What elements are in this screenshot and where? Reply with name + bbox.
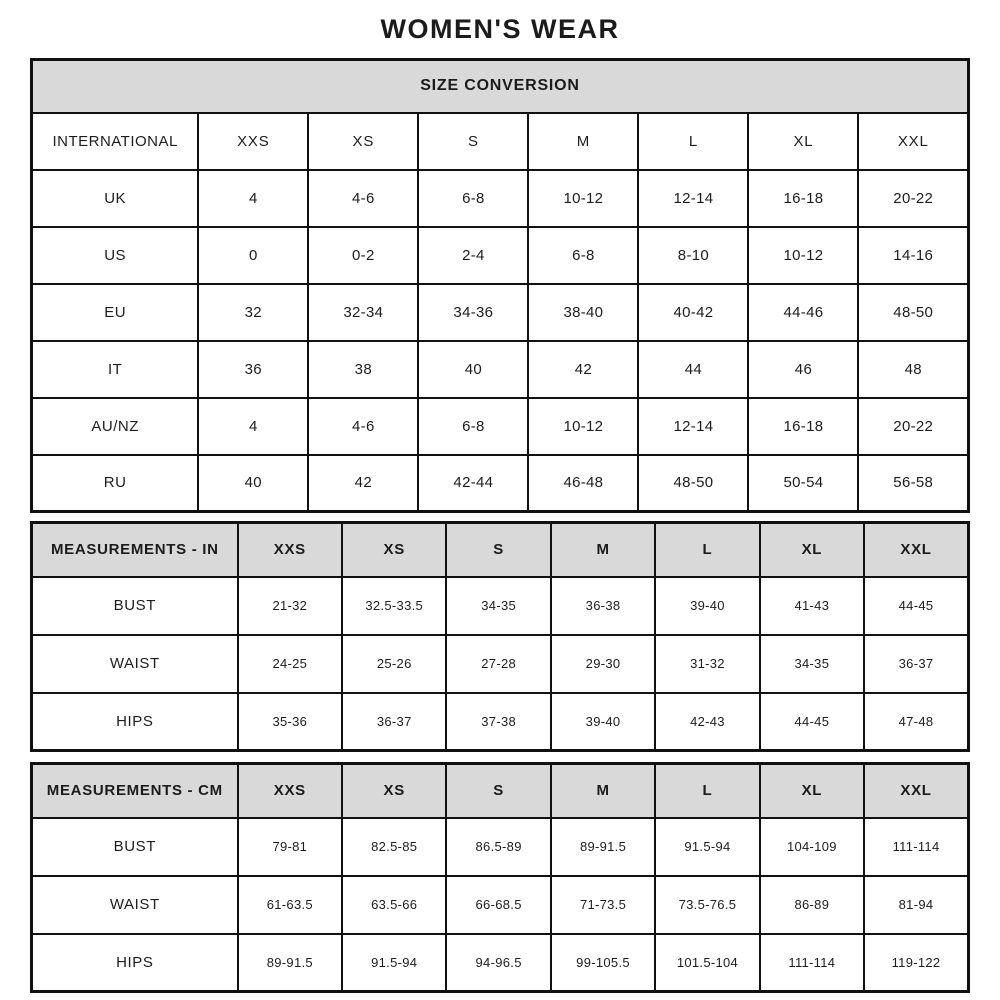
value-cell: 8-10 [638, 227, 748, 284]
size-header-cell: XL [748, 113, 858, 170]
row-label-cell: WAIST [32, 635, 238, 693]
value-cell: 71-73.5 [551, 876, 655, 934]
value-cell: 24-25 [238, 635, 342, 693]
size-header-cell: S [418, 113, 528, 170]
value-cell: 32 [198, 284, 308, 341]
size-header-cell: XL [760, 764, 864, 818]
value-cell: 10-12 [528, 170, 638, 227]
value-cell: 91.5-94 [342, 934, 446, 992]
value-cell: 10-12 [748, 227, 858, 284]
value-cell: 86.5-89 [446, 818, 550, 876]
size-header-cell: L [655, 764, 759, 818]
value-cell: 89-91.5 [551, 818, 655, 876]
page-title: WOMEN'S WEAR [380, 14, 620, 44]
size-header-cell: L [655, 523, 759, 577]
value-cell: 91.5-94 [655, 818, 759, 876]
row-label-cell: WAIST [32, 876, 238, 934]
size-conversion-table [30, 58, 970, 513]
row-label-cell: HIPS [32, 934, 238, 992]
value-cell: 46 [748, 341, 858, 398]
size-header-cell: XXL [864, 764, 968, 818]
table-row [32, 398, 969, 455]
value-cell: 4 [198, 398, 308, 455]
value-cell: 111-114 [760, 934, 864, 992]
value-cell: 94-96.5 [446, 934, 550, 992]
value-cell: 0-2 [308, 227, 418, 284]
table-header-row [32, 523, 969, 577]
value-cell: 40 [198, 455, 308, 512]
value-cell: 42-43 [655, 693, 759, 751]
table-row [32, 635, 969, 693]
value-cell: 40 [418, 341, 528, 398]
value-cell: 50-54 [748, 455, 858, 512]
value-cell: 38-40 [528, 284, 638, 341]
value-cell: 44-46 [748, 284, 858, 341]
row-label-cell: US [32, 227, 199, 284]
size-header-cell: S [446, 764, 550, 818]
row-label-cell: EU [32, 284, 199, 341]
table-row [32, 577, 969, 635]
value-cell: 38 [308, 341, 418, 398]
table-row [32, 818, 969, 876]
value-cell: 48-50 [858, 284, 968, 341]
table-banner: SIZE CONVERSION [32, 60, 969, 113]
value-cell: 86-89 [760, 876, 864, 934]
value-cell: 99-105.5 [551, 934, 655, 992]
value-cell: 25-26 [342, 635, 446, 693]
table-row [32, 693, 969, 751]
value-cell: 32-34 [308, 284, 418, 341]
size-header-cell: XS [342, 764, 446, 818]
value-cell: 101.5-104 [655, 934, 759, 992]
value-cell: 48 [858, 341, 968, 398]
row-label-cell: HIPS [32, 693, 238, 751]
size-header-cell: M [528, 113, 638, 170]
value-cell: 36 [198, 341, 308, 398]
value-cell: 82.5-85 [342, 818, 446, 876]
value-cell: 47-48 [864, 693, 968, 751]
value-cell: 56-58 [858, 455, 968, 512]
table-header-cell: MEASUREMENTS - IN [32, 523, 238, 577]
value-cell: 81-94 [864, 876, 968, 934]
row-label-cell: BUST [32, 818, 238, 876]
value-cell: 36-37 [342, 693, 446, 751]
size-header-cell: XS [308, 113, 418, 170]
value-cell: 4-6 [308, 398, 418, 455]
value-cell: 4-6 [308, 170, 418, 227]
value-cell: 2-4 [418, 227, 528, 284]
value-cell: 34-35 [760, 635, 864, 693]
value-cell: 35-36 [238, 693, 342, 751]
value-cell: 39-40 [551, 693, 655, 751]
value-cell: 0 [198, 227, 308, 284]
size-header-cell: S [446, 523, 550, 577]
value-cell: 73.5-76.5 [655, 876, 759, 934]
value-cell: 16-18 [748, 170, 858, 227]
value-cell: 16-18 [748, 398, 858, 455]
value-cell: 12-14 [638, 170, 748, 227]
value-cell: 44-45 [864, 577, 968, 635]
table-row [32, 284, 969, 341]
value-cell: 41-43 [760, 577, 864, 635]
size-header-cell: XS [342, 523, 446, 577]
table-row [32, 341, 969, 398]
size-header-cell: XXL [858, 113, 968, 170]
size-header-cell: XXL [864, 523, 968, 577]
value-cell: 12-14 [638, 398, 748, 455]
value-cell: 44 [638, 341, 748, 398]
value-cell: 89-91.5 [238, 934, 342, 992]
value-cell: 61-63.5 [238, 876, 342, 934]
size-header-row [32, 113, 969, 170]
value-cell: 20-22 [858, 170, 968, 227]
table-row [32, 170, 969, 227]
value-cell: 36-38 [551, 577, 655, 635]
value-cell: 4 [198, 170, 308, 227]
value-cell: 79-81 [238, 818, 342, 876]
value-cell: 31-32 [655, 635, 759, 693]
value-cell: 20-22 [858, 398, 968, 455]
value-cell: 6-8 [418, 170, 528, 227]
table-row [32, 455, 969, 512]
value-cell: 10-12 [528, 398, 638, 455]
size-header-cell: XXS [198, 113, 308, 170]
value-cell: 37-38 [446, 693, 550, 751]
value-cell: 34-36 [418, 284, 528, 341]
value-cell: 14-16 [858, 227, 968, 284]
row-label-cell: UK [32, 170, 199, 227]
size-header-cell: XL [760, 523, 864, 577]
value-cell: 39-40 [655, 577, 759, 635]
size-header-cell: XXS [238, 764, 342, 818]
size-header-cell: M [551, 523, 655, 577]
value-cell: 46-48 [528, 455, 638, 512]
size-header-cell: L [638, 113, 748, 170]
value-cell: 63.5-66 [342, 876, 446, 934]
table-row [32, 876, 969, 934]
size-conversion-body [32, 60, 969, 512]
row-label-cell: RU [32, 455, 199, 512]
table-row [32, 227, 969, 284]
row-label-cell: AU/NZ [32, 398, 199, 455]
measurements-cm-table [30, 762, 970, 993]
value-cell: 32.5-33.5 [342, 577, 446, 635]
value-cell: 42 [528, 341, 638, 398]
value-cell: 111-114 [864, 818, 968, 876]
first-col-header-cell: INTERNATIONAL [32, 113, 199, 170]
value-cell: 6-8 [418, 398, 528, 455]
value-cell: 66-68.5 [446, 876, 550, 934]
measurements-in-body [32, 523, 969, 751]
value-cell: 34-35 [446, 577, 550, 635]
size-header-cell: XXS [238, 523, 342, 577]
table-banner-row [32, 60, 969, 113]
value-cell: 42 [308, 455, 418, 512]
value-cell: 29-30 [551, 635, 655, 693]
measurements-in-table [30, 521, 970, 752]
value-cell: 36-37 [864, 635, 968, 693]
value-cell: 21-32 [238, 577, 342, 635]
value-cell: 44-45 [760, 693, 864, 751]
row-label-cell: IT [32, 341, 199, 398]
value-cell: 104-109 [760, 818, 864, 876]
table-header-row [32, 764, 969, 818]
measurements-cm-body [32, 764, 969, 992]
value-cell: 48-50 [638, 455, 748, 512]
size-header-cell: M [551, 764, 655, 818]
value-cell: 40-42 [638, 284, 748, 341]
row-label-cell: BUST [32, 577, 238, 635]
value-cell: 119-122 [864, 934, 968, 992]
value-cell: 6-8 [528, 227, 638, 284]
value-cell: 42-44 [418, 455, 528, 512]
value-cell: 27-28 [446, 635, 550, 693]
table-header-cell: MEASUREMENTS - CM [32, 764, 238, 818]
table-row [32, 934, 969, 992]
